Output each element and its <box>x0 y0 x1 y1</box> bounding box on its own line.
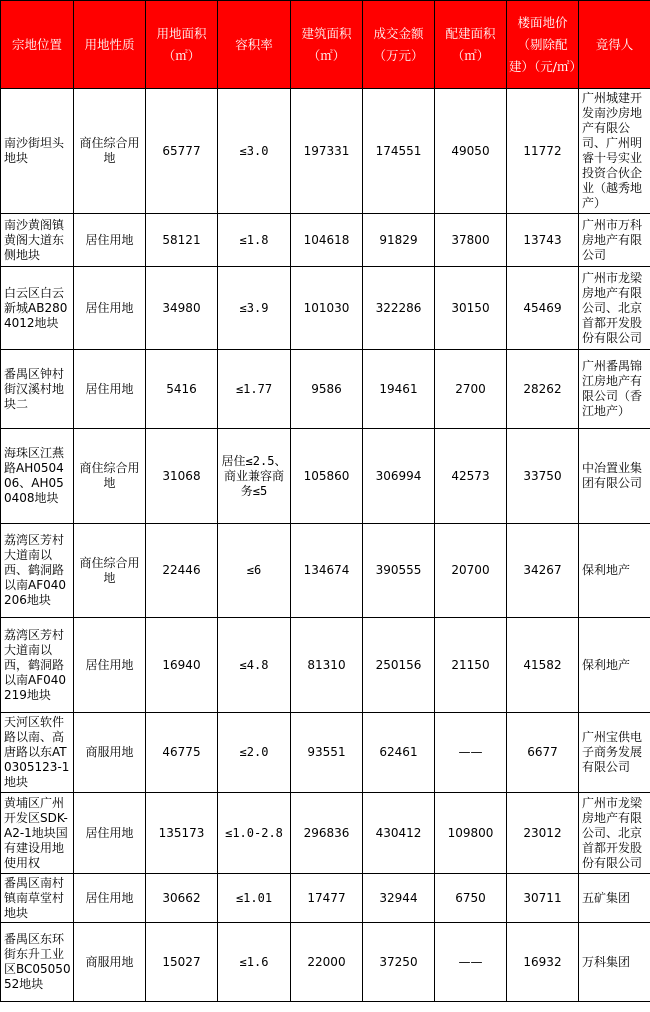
cell-supporting-area: 49050 <box>435 89 507 214</box>
cell-floor-price: 28262 <box>507 350 579 429</box>
cell-location: 南沙黄阁镇黄阁大道东侧地块 <box>1 214 74 267</box>
cell-floor-price: 30711 <box>507 874 579 923</box>
cell-land-use: 居住用地 <box>74 793 146 874</box>
table-row <box>1 89 650 214</box>
cell-amount: 174551 <box>363 89 435 214</box>
cell-land-use: 居住用地 <box>74 874 146 923</box>
table-row <box>1 713 650 793</box>
cell-floor-price: 34267 <box>507 524 579 618</box>
cell-amount: 322286 <box>363 267 435 350</box>
table-row <box>1 524 650 618</box>
cell-land-area: 22446 <box>146 524 218 618</box>
cell-buyer: 保利地产 <box>579 618 650 713</box>
cell-floor-price: 13743 <box>507 214 579 267</box>
cell-location: 南沙街坦头地块 <box>1 89 74 214</box>
cell-location: 番禺区南村镇南草堂村地块 <box>1 874 74 923</box>
cell-floor-area: 9586 <box>291 350 363 429</box>
cell-supporting-area: 21150 <box>435 618 507 713</box>
cell-supporting-area: 30150 <box>435 267 507 350</box>
table-row <box>1 267 650 350</box>
cell-supporting-area: —— <box>435 713 507 793</box>
cell-land-area: 5416 <box>146 350 218 429</box>
cell-supporting-area: 109800 <box>435 793 507 874</box>
cell-floor-price: 23012 <box>507 793 579 874</box>
cell-location: 番禺区钟村街汉溪村地块二 <box>1 350 74 429</box>
cell-location: 黄埔区广州开发区SDK-A2-1地块国有建设用地使用权 <box>1 793 74 874</box>
cell-plot-ratio: 居住≤2.5、商业兼容商务≤5 <box>218 429 291 524</box>
cell-floor-area: 22000 <box>291 923 363 1002</box>
cell-supporting-area: 2700 <box>435 350 507 429</box>
table-row <box>1 874 650 923</box>
cell-floor-price: 45469 <box>507 267 579 350</box>
cell-land-use: 商服用地 <box>74 713 146 793</box>
cell-location: 荔湾区芳村大道南以西，鹤洞路以南AF040219地块 <box>1 618 74 713</box>
cell-amount: 62461 <box>363 713 435 793</box>
cell-floor-area: 134674 <box>291 524 363 618</box>
cell-amount: 32944 <box>363 874 435 923</box>
cell-land-use: 居住用地 <box>74 214 146 267</box>
cell-location: 荔湾区芳村大道南以西、鹤洞路以南AF040206地块 <box>1 524 74 618</box>
cell-land-area: 135173 <box>146 793 218 874</box>
cell-amount: 250156 <box>363 618 435 713</box>
cell-buyer: 广州番禺锦江房地产有限公司（香江地产） <box>579 350 650 429</box>
cell-plot-ratio: ≤1.6 <box>218 923 291 1002</box>
header-land-area: 用地面积（㎡） <box>146 1 218 89</box>
cell-land-area: 15027 <box>146 923 218 1002</box>
table-row <box>1 923 650 1002</box>
cell-plot-ratio: ≤1.8 <box>218 214 291 267</box>
cell-land-area: 65777 <box>146 89 218 214</box>
header-land-use: 用地性质 <box>74 1 146 89</box>
table-row <box>1 429 650 524</box>
cell-land-use: 居住用地 <box>74 618 146 713</box>
cell-amount: 430412 <box>363 793 435 874</box>
cell-land-area: 16940 <box>146 618 218 713</box>
cell-plot-ratio: ≤1.01 <box>218 874 291 923</box>
header-supporting-area: 配建面积（㎡） <box>435 1 507 89</box>
cell-floor-price: 16932 <box>507 923 579 1002</box>
cell-supporting-area: 37800 <box>435 214 507 267</box>
cell-buyer: 广州市龙梁房地产有限公司、北京首都开发股份有限公司 <box>579 267 650 350</box>
cell-supporting-area: 42573 <box>435 429 507 524</box>
cell-plot-ratio: ≤3.0 <box>218 89 291 214</box>
cell-plot-ratio: ≤3.9 <box>218 267 291 350</box>
cell-land-area: 30662 <box>146 874 218 923</box>
cell-land-use: 商服用地 <box>74 923 146 1002</box>
cell-land-use: 商住综合用地 <box>74 429 146 524</box>
cell-location: 白云区白云新城AB2804012地块 <box>1 267 74 350</box>
cell-plot-ratio: ≤1.77 <box>218 350 291 429</box>
cell-amount: 91829 <box>363 214 435 267</box>
cell-amount: 306994 <box>363 429 435 524</box>
cell-location: 海珠区江燕路AH050406、AH050408地块 <box>1 429 74 524</box>
cell-buyer: 广州宝供电子商务发展有限公司 <box>579 713 650 793</box>
table-row <box>1 793 650 874</box>
cell-floor-area: 104618 <box>291 214 363 267</box>
cell-buyer: 万科集团 <box>579 923 650 1002</box>
table-row <box>1 618 650 713</box>
header-buyer: 竟得人 <box>579 1 650 89</box>
header-floor-price: 楼面地价（剔除配建）（元/㎡） <box>507 1 579 89</box>
cell-location: 番禺区东环街东升工业区BC0505052地块 <box>1 923 74 1002</box>
cell-buyer: 五矿集团 <box>579 874 650 923</box>
cell-floor-price: 11772 <box>507 89 579 214</box>
cell-amount: 19461 <box>363 350 435 429</box>
cell-land-use: 商住综合用地 <box>74 89 146 214</box>
cell-land-area: 34980 <box>146 267 218 350</box>
cell-buyer: 中冶置业集团有限公司 <box>579 429 650 524</box>
header-location: 宗地位置 <box>1 1 74 89</box>
header-plot-ratio: 容积率 <box>218 1 291 89</box>
cell-floor-area: 105860 <box>291 429 363 524</box>
cell-land-use: 居住用地 <box>74 267 146 350</box>
cell-buyer: 广州城建开发南沙房地产有限公司、广州明睿十号实业投资合伙企业（越秀地产） <box>579 89 650 214</box>
cell-land-use: 商住综合用地 <box>74 524 146 618</box>
cell-supporting-area: 20700 <box>435 524 507 618</box>
table-row <box>1 350 650 429</box>
cell-land-area: 58121 <box>146 214 218 267</box>
cell-plot-ratio: ≤2.0 <box>218 713 291 793</box>
cell-floor-area: 93551 <box>291 713 363 793</box>
cell-amount: 37250 <box>363 923 435 1002</box>
cell-plot-ratio: ≤1.0-2.8 <box>218 793 291 874</box>
cell-floor-area: 197331 <box>291 89 363 214</box>
header-row <box>1 1 650 89</box>
cell-land-use: 居住用地 <box>74 350 146 429</box>
cell-supporting-area: 6750 <box>435 874 507 923</box>
cell-plot-ratio: ≤4.8 <box>218 618 291 713</box>
cell-land-area: 46775 <box>146 713 218 793</box>
table-row <box>1 214 650 267</box>
cell-floor-area: 296836 <box>291 793 363 874</box>
cell-amount: 390555 <box>363 524 435 618</box>
cell-floor-price: 6677 <box>507 713 579 793</box>
cell-floor-area: 81310 <box>291 618 363 713</box>
cell-buyer: 广州市万科房地产有限公司 <box>579 214 650 267</box>
header-floor-area: 建筑面积（㎡） <box>291 1 363 89</box>
cell-floor-area: 101030 <box>291 267 363 350</box>
cell-buyer: 广州市龙梁房地产有限公司、北京首都开发股份有限公司 <box>579 793 650 874</box>
cell-buyer: 保利地产 <box>579 524 650 618</box>
cell-plot-ratio: ≤6 <box>218 524 291 618</box>
cell-land-area: 31068 <box>146 429 218 524</box>
cell-floor-price: 33750 <box>507 429 579 524</box>
cell-supporting-area: —— <box>435 923 507 1002</box>
cell-location: 天河区软件路以南、高唐路以东AT0305123-1地块 <box>1 713 74 793</box>
cell-floor-area: 17477 <box>291 874 363 923</box>
cell-floor-price: 41582 <box>507 618 579 713</box>
header-amount: 成交金额（万元） <box>363 1 435 89</box>
